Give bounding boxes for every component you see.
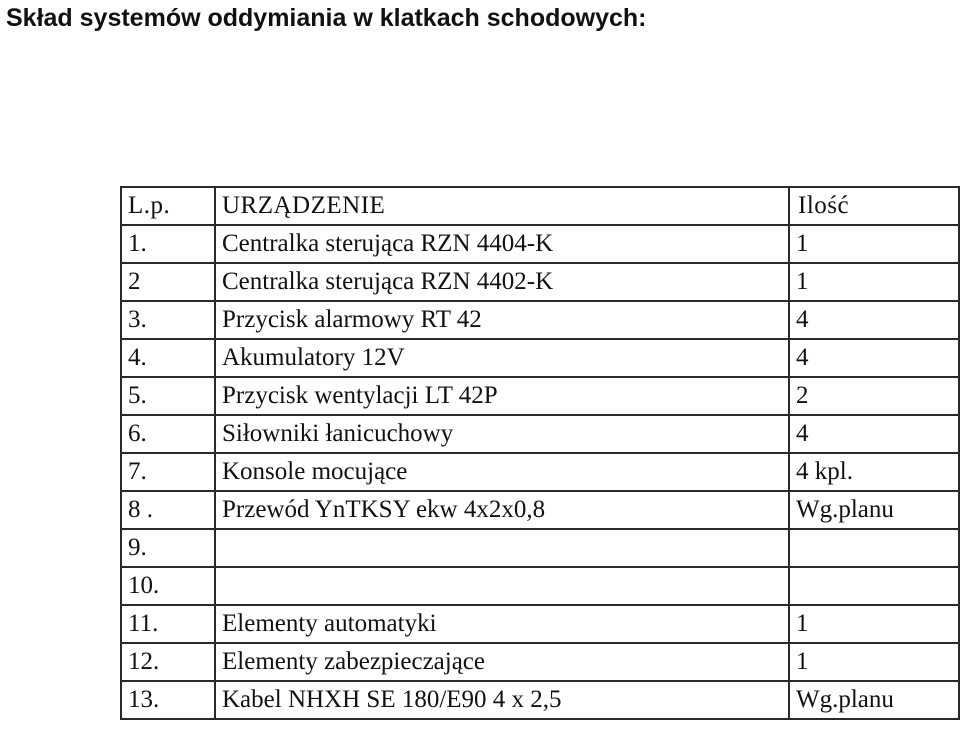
- cell-device: Przycisk wentylacji LT 42P: [215, 377, 789, 415]
- table-row: [121, 529, 959, 567]
- cell-device: Konsole mocujące: [215, 453, 789, 491]
- table-row: [121, 225, 959, 263]
- cell-device: [215, 567, 789, 605]
- header-qty: Ilość: [789, 187, 959, 225]
- cell-qty: Wg.planu: [789, 491, 959, 529]
- table-header-row: [121, 187, 959, 225]
- header-lp: L.p.: [121, 187, 215, 225]
- table-row: [121, 681, 959, 719]
- cell-lp: 1.: [121, 225, 215, 263]
- cell-device: Elementy automatyki: [215, 605, 789, 643]
- cell-qty: 1: [789, 225, 959, 263]
- cell-device: Akumulatory 12V: [215, 339, 789, 377]
- cell-qty: 2: [789, 377, 959, 415]
- table-row: [121, 567, 959, 605]
- table-row: [121, 491, 959, 529]
- cell-lp: 3.: [121, 301, 215, 339]
- table-row: [121, 605, 959, 643]
- cell-qty: 4 kpl.: [789, 453, 959, 491]
- cell-qty: 1: [789, 643, 959, 681]
- cell-device: [215, 529, 789, 567]
- table-row: [121, 415, 959, 453]
- cell-lp: 2: [121, 263, 215, 301]
- cell-qty: 4: [789, 339, 959, 377]
- cell-qty: 1: [789, 605, 959, 643]
- cell-lp: 7.: [121, 453, 215, 491]
- cell-lp: 8 .: [121, 491, 215, 529]
- cell-qty: Wg.planu: [789, 681, 959, 719]
- cell-lp: 4.: [121, 339, 215, 377]
- header-device: URZĄDZENIE: [215, 187, 789, 225]
- table-row: [121, 263, 959, 301]
- cell-qty: [789, 529, 959, 567]
- cell-lp: 6.: [121, 415, 215, 453]
- table-row: [121, 377, 959, 415]
- cell-qty: 4: [789, 415, 959, 453]
- equipment-table-body: [121, 187, 959, 719]
- table-row: [121, 453, 959, 491]
- cell-lp: 12.: [121, 643, 215, 681]
- cell-device: Siłowniki łanicuchowy: [215, 415, 789, 453]
- cell-device: Kabel NHXH SE 180/E90 4 x 2,5: [215, 681, 789, 719]
- table-row: [121, 643, 959, 681]
- table-row: [121, 339, 959, 377]
- cell-device: Centralka sterująca RZN 4404-K: [215, 225, 789, 263]
- cell-qty: 4: [789, 301, 959, 339]
- cell-device: Przycisk alarmowy RT 42: [215, 301, 789, 339]
- cell-device: Centralka sterująca RZN 4402-K: [215, 263, 789, 301]
- cell-device: Przewód YnTKSY ekw 4x2x0,8: [215, 491, 789, 529]
- document-title: Skład systemów oddymiania w klatkach schodowych:: [6, 4, 647, 32]
- cell-lp: 10.: [121, 567, 215, 605]
- cell-qty: 1: [789, 263, 959, 301]
- cell-lp: 5.: [121, 377, 215, 415]
- cell-lp: 13.: [121, 681, 215, 719]
- table-row: [121, 301, 959, 339]
- cell-device: Elementy zabezpieczające: [215, 643, 789, 681]
- equipment-table: [120, 186, 960, 720]
- cell-lp: 9.: [121, 529, 215, 567]
- cell-lp: 11.: [121, 605, 215, 643]
- cell-qty: [789, 567, 959, 605]
